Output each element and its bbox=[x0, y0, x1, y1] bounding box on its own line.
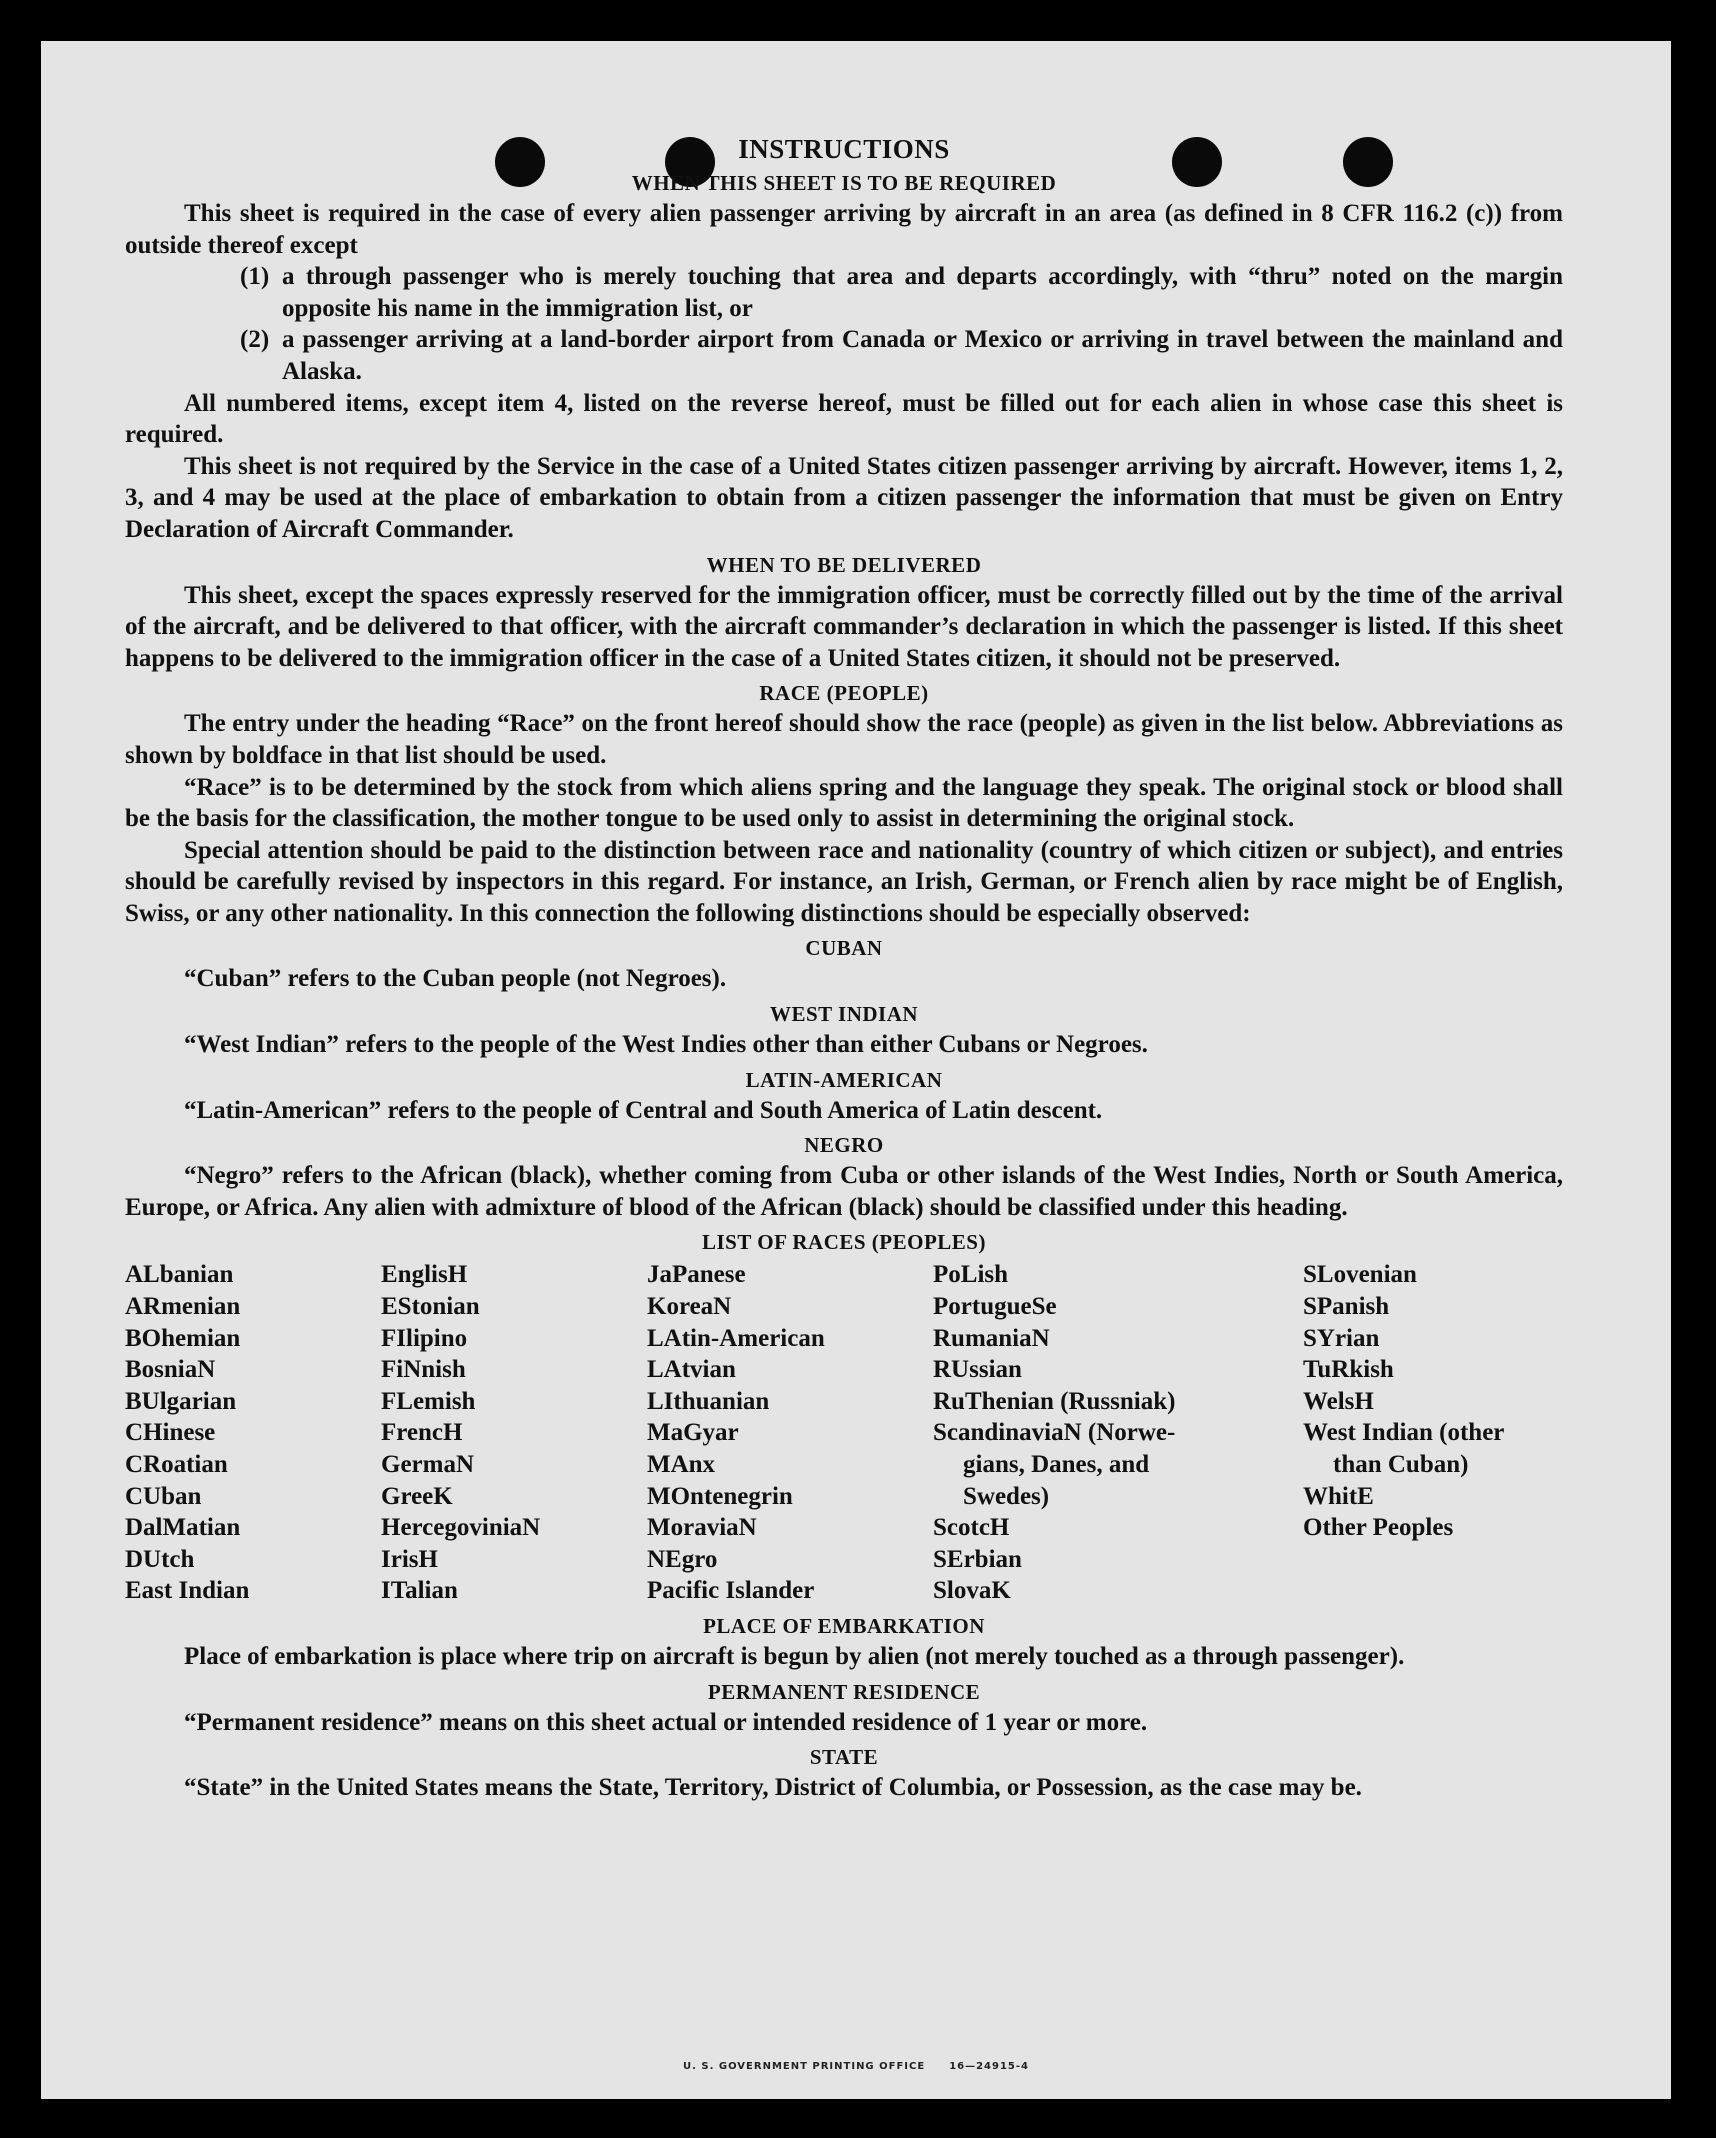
page-title: INSTRUCTIONS bbox=[738, 134, 950, 164]
race-entry: WelsH bbox=[1303, 1387, 1374, 1415]
race-entry: SYrian bbox=[1303, 1324, 1380, 1352]
instructions-body bbox=[125, 130, 1563, 1804]
race-column bbox=[125, 1259, 381, 1607]
paragraph: This sheet, except the spaces expressly reserved for the immigration officer, must be correctly filled out by the time of the arrival of the aircraft, and be delivered to that officer, with the aircraft commander’s declaration in which the passenger is listed. If this sheet happens to be delivered to the immigration officer in the case of a United States citizen, it should not be preserved. bbox=[125, 581, 1563, 672]
race-entry: WhitE bbox=[1303, 1482, 1374, 1510]
race-entry: SlovaK bbox=[933, 1577, 1011, 1605]
race-entry: West Indian (other bbox=[1303, 1419, 1505, 1447]
race-entry: EStonian bbox=[381, 1293, 480, 1321]
section-heading: PLACE OF EMBARKATION bbox=[703, 1613, 985, 1638]
race-entry: RUssian bbox=[933, 1356, 1022, 1384]
race-entry: Other Peoples bbox=[1303, 1514, 1454, 1542]
race-entry: ARmenian bbox=[125, 1293, 241, 1321]
definition-heading: LATIN-AMERICAN bbox=[745, 1067, 943, 1092]
race-entry: PoLish bbox=[933, 1261, 1009, 1289]
item-text: a passenger arriving at a land-border airport from Canada or Mexico or arriving in travel between the mainland and Alaska. bbox=[282, 326, 1563, 385]
race-entry: FrencH bbox=[381, 1419, 463, 1447]
race-entry: ITalian bbox=[381, 1577, 458, 1605]
paragraph: Special attention should be paid to the distinction between race and nationality (country of which citizen or subject), and entries should be carefully revised by inspectors in this regard. For instance, an Irish, German, or French alien by race might be of English, Swiss, or any other nationality. In this connection the following distinctions should be especially observed: bbox=[125, 836, 1563, 927]
race-column bbox=[1303, 1259, 1563, 1607]
race-entry: ScandinaviaN (Norwe- bbox=[933, 1419, 1176, 1447]
race-entry: SLovenian bbox=[1303, 1261, 1417, 1289]
paragraph: This sheet is not required by the Service in the case of a United States citizen passenger arriving by aircraft. However, items 1, 2, 3, and 4 may be used at the place of embarkation to obtain from a citizen passenger the information that must be given on Entry Declaration of Aircraft Commander. bbox=[125, 452, 1563, 543]
race-entry: IrisH bbox=[381, 1545, 438, 1573]
form-code: 16—24915-4 bbox=[949, 2061, 1030, 2072]
race-entry: FIlipino bbox=[381, 1324, 468, 1352]
definition-heading: CUBAN bbox=[805, 936, 883, 961]
printer-line: U. S. GOVERNMENT PRINTING OFFICE bbox=[682, 2061, 926, 2072]
race-entry: Swedes) bbox=[963, 1482, 1050, 1510]
race-column bbox=[647, 1259, 933, 1607]
race-entry: East Indian bbox=[125, 1577, 250, 1605]
race-column bbox=[933, 1259, 1303, 1607]
race-entry: Pacific Islander bbox=[647, 1577, 815, 1605]
race-entry: FLemish bbox=[381, 1387, 476, 1415]
definition-text: “West Indian” refers to the people of the West Indies other than either Cubans or Negroes. bbox=[184, 1031, 1148, 1059]
section-heading: STATE bbox=[809, 1745, 879, 1770]
definition-text: “Latin-American” refers to the people of Central and South America of Latin descent. bbox=[184, 1096, 1103, 1124]
race-entry: RuThenian (Russniak) bbox=[933, 1387, 1176, 1415]
race-entry: MAnx bbox=[647, 1451, 716, 1478]
race-entry: DUtch bbox=[125, 1545, 195, 1573]
race-entry: JaPanese bbox=[647, 1261, 746, 1289]
race-entry: KoreaN bbox=[647, 1293, 732, 1321]
race-entry: ScotcH bbox=[933, 1514, 1010, 1542]
race-entry: FiNnish bbox=[381, 1356, 466, 1384]
item-number: (2) bbox=[240, 326, 270, 354]
definition-heading: WEST INDIAN bbox=[769, 1002, 919, 1027]
race-entry: MaGyar bbox=[647, 1419, 739, 1447]
paragraph: “State” in the United States means the State, Territory, District of Columbia, or Possession, as the case may be. bbox=[184, 1774, 1362, 1802]
race-entry: GermaN bbox=[381, 1451, 475, 1478]
race-entry: CUban bbox=[125, 1482, 202, 1510]
race-entry: HercegoviniaN bbox=[381, 1514, 541, 1542]
race-entry: PortugueSe bbox=[933, 1293, 1057, 1321]
paragraph: This sheet is required in the case of every alien passenger arriving by aircraft in an area (as defined in 8 CFR 116.2 (c)) from outside thereof except bbox=[125, 200, 1563, 259]
race-entry: EnglisH bbox=[381, 1261, 468, 1289]
section-heading: WHEN TO BE DELIVERED bbox=[706, 552, 982, 577]
paragraph: All numbered items, except item 4, listed on the reverse hereof, must be filled out for each alien in whose case this sheet is required. bbox=[125, 389, 1563, 449]
race-entry: RumaniaN bbox=[933, 1324, 1050, 1352]
race-entry: LAtvian bbox=[647, 1356, 736, 1384]
race-list bbox=[125, 1259, 1563, 1607]
race-entry: MOntenegrin bbox=[647, 1482, 793, 1510]
race-entry: TuRkish bbox=[1303, 1356, 1394, 1384]
race-entry: MoraviaN bbox=[647, 1514, 757, 1542]
section-heading: WHEN THIS SHEET IS TO BE REQUIRED bbox=[631, 171, 1057, 195]
race-entry: BUlgarian bbox=[125, 1387, 237, 1415]
list-item bbox=[240, 324, 1563, 387]
race-column bbox=[381, 1259, 647, 1607]
race-entry: gians, Danes, and bbox=[963, 1451, 1150, 1478]
section-heading: PERMANENT RESIDENCE bbox=[707, 1679, 981, 1704]
race-entry: than Cuban) bbox=[1333, 1451, 1469, 1478]
race-entry: GreeK bbox=[381, 1482, 453, 1510]
race-entry: LAtin-American bbox=[647, 1324, 825, 1352]
definition-text: “Cuban” refers to the Cuban people (not Negroes). bbox=[184, 965, 727, 993]
item-text: a through passenger who is merely touching that area and departs accordingly, with “thru” noted on the margin opposite his name in the immigration list, or bbox=[282, 263, 1563, 322]
paragraph: Place of embarkation is place where trip on aircraft is begun by alien (not merely touched as a through passenger). bbox=[184, 1642, 1405, 1670]
section-heading: RACE (PEOPLE) bbox=[759, 681, 929, 706]
race-entry: CHinese bbox=[125, 1419, 216, 1447]
paragraph: “Permanent residence” means on this sheet actual or intended residence of 1 year or more. bbox=[184, 1708, 1148, 1736]
race-entry: CRoatian bbox=[125, 1451, 228, 1478]
race-entry: SErbian bbox=[933, 1545, 1022, 1573]
paragraph: “Race” is to be determined by the stock from which aliens spring and the language they speak. The original stock or blood shall be the basis for the classification, the mother tongue to be used only to assist in determining the original stock. bbox=[125, 773, 1563, 833]
race-entry: BosniaN bbox=[125, 1356, 216, 1384]
definition-text: “Negro” refers to the African (black), whether coming from Cuba or other islands of the West Indies, North or South America, Europe, or Africa. Any alien with admixture of blood of the African (black) should be classified under this heading. bbox=[125, 1162, 1563, 1221]
item-number: (1) bbox=[240, 263, 270, 291]
footer bbox=[41, 2061, 1671, 2072]
race-entry: LIthuanian bbox=[647, 1387, 770, 1415]
section-heading: LIST OF RACES (PEOPLES) bbox=[702, 1230, 986, 1255]
race-entry: SPanish bbox=[1303, 1293, 1390, 1321]
definition-heading: NEGRO bbox=[804, 1133, 884, 1158]
race-entry: DalMatian bbox=[125, 1514, 241, 1542]
race-entry: ALbanian bbox=[125, 1261, 234, 1289]
race-entry: NEgro bbox=[647, 1545, 718, 1573]
race-entry: BOhemian bbox=[125, 1324, 241, 1352]
list-item bbox=[240, 261, 1563, 324]
paragraph: The entry under the heading “Race” on the front hereof should show the race (people) as given in the list below. Abbreviations as shown by boldface in that list should be used. bbox=[125, 710, 1563, 769]
